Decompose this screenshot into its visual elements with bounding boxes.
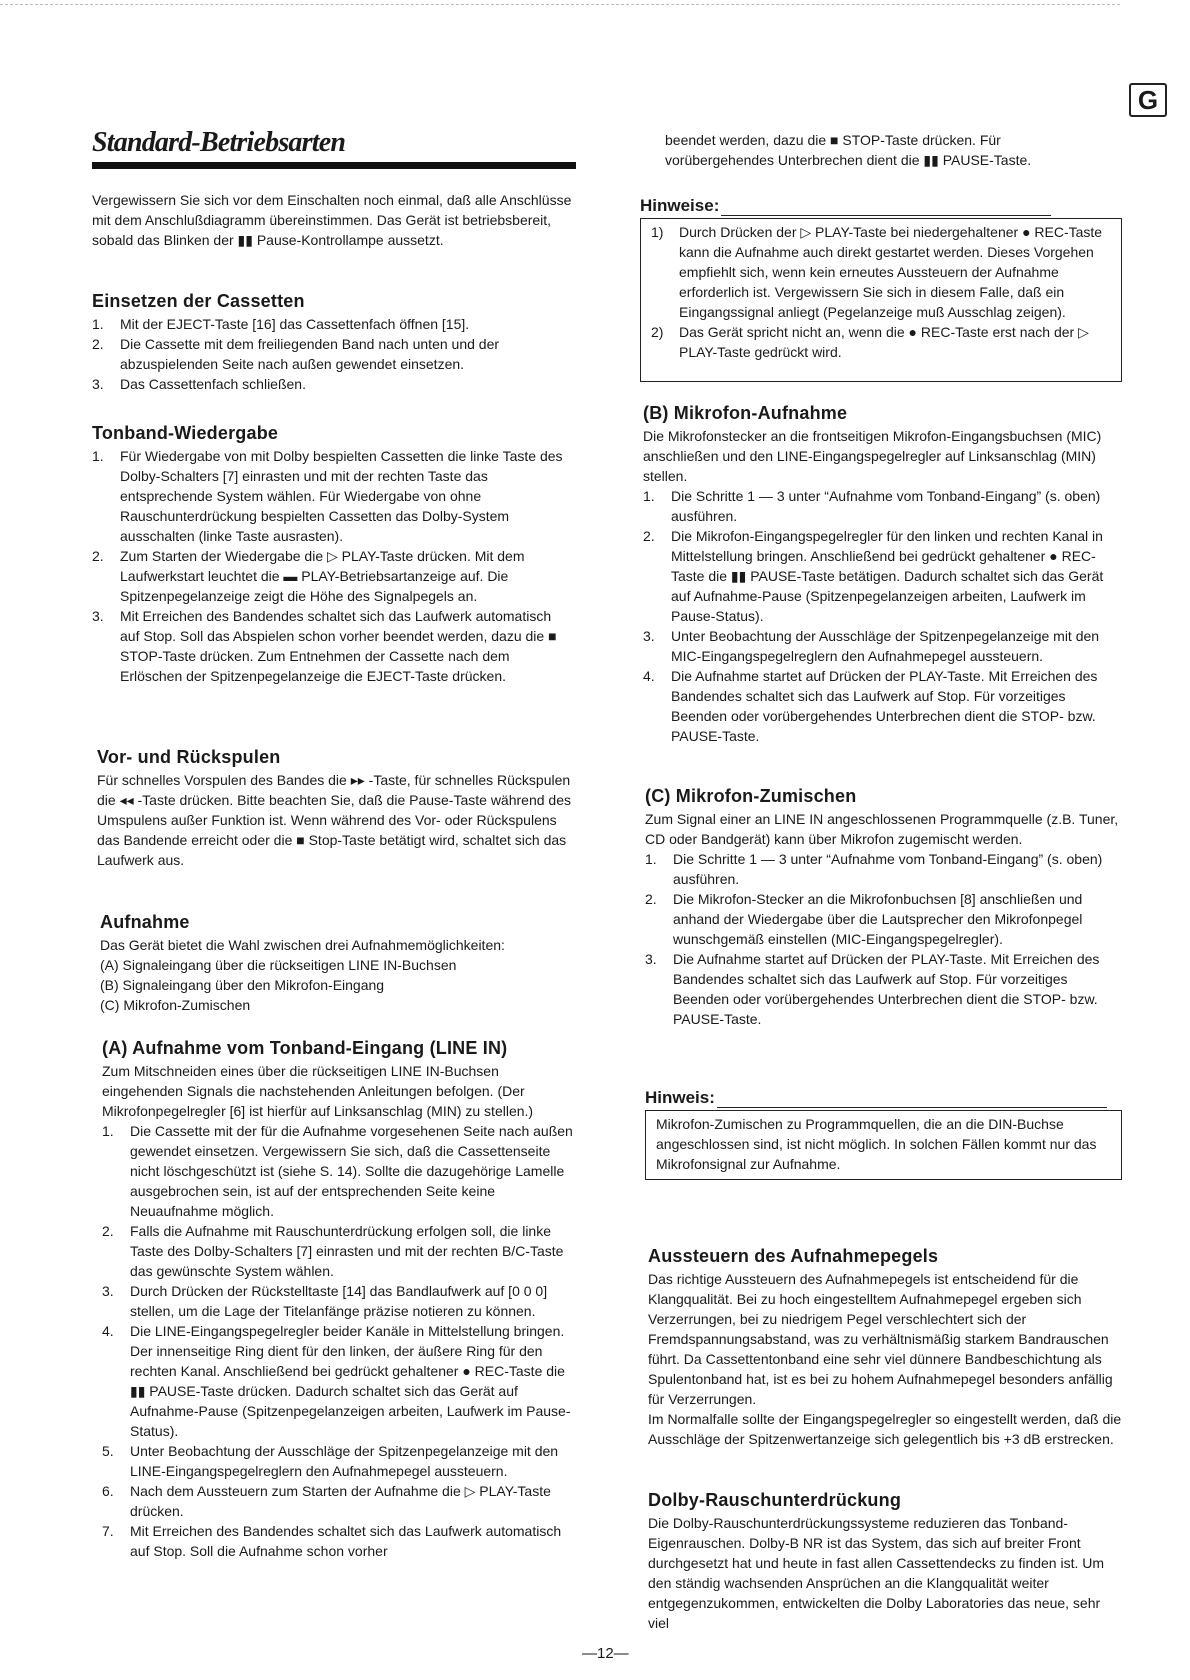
continuation-text xyxy=(665,130,1110,170)
item-text: Falls die Aufnahme mit Rauschunterdrückung erfolgen soll, die linke Taste des Dolby-Schalters [7] einrasten und mit der rechten B/C-Taste das gewünschte System wählen. xyxy=(130,1223,564,1279)
item-text: Durch Drücken der ▷ PLAY-Taste bei niedergehaltener ● REC-Taste kann die Aufnahme auch direkt gestartet werden. Dieses Vorgehen empfiehlt sich, wenn kein erneutes Aussteuern der Aufnahme erforderlich ist. Vergewissern Sie sich in diesem Falle, daß ein Eingangssignal anliegt (Pegelanzeige muß Ausschlag zeigen). xyxy=(679,224,1103,320)
item-text: Die Aufnahme startet auf Drücken der PLAY-Taste. Mit Erreichen des Bandendes schaltet sich das Laufwerk auf Stop. Für vorzeitiges Beenden oder vorübergehendes Unterbrechen dient die STOP- bzw. PAUSE-Taste. xyxy=(673,951,1100,1027)
mic-rec-heading: (B) Mikrofon-Aufnahme xyxy=(643,403,848,423)
dolby-heading: Dolby-Rauschunterdrückung xyxy=(648,1490,902,1510)
item-text: Unter Beobachtung der Ausschläge der Spitzenpegelanzeige mit den LINE-Eingangspegelreglern den Aufnahmepegel aussteuern. xyxy=(130,1443,559,1479)
hinweis-text: Mikrofon-Zumischen zu Programmquellen, die an die DIN-Buchse angeschlossen sind, ist nicht möglich. In solchen Fällen kommt nur das Mikrofonsignal zur Aufnahme. xyxy=(656,1116,1097,1172)
list-item xyxy=(102,1321,578,1441)
list-item xyxy=(102,1521,578,1561)
line-in-text: Zum Mitschneiden eines über die rückseitigen LINE IN-Buchsen eingehenden Signals die nachstehenden Anleitungen befolgen. (Der Mikrofonpegelregler [6] ist hierfür auf Linksanschlag (MIN) zu stellen.) xyxy=(102,1063,534,1119)
item-number: 6. xyxy=(102,1483,114,1499)
item-number: 2. xyxy=(645,891,657,907)
item-number: 3. xyxy=(645,951,657,967)
item-number: 3. xyxy=(92,608,104,624)
item-number: 2) xyxy=(651,324,664,340)
list-item xyxy=(92,314,572,334)
item-number: 2. xyxy=(643,528,655,544)
list-item xyxy=(92,606,572,686)
item-number: 5. xyxy=(102,1443,114,1459)
list-item xyxy=(92,446,572,546)
item-text: Das Gerät spricht nicht an, wenn die ● REC-Taste erst nach der ▷ PLAY-Taste gedrückt wird. xyxy=(679,324,1089,360)
item-number: 2. xyxy=(102,1223,114,1239)
list-item xyxy=(102,1121,578,1221)
list-item xyxy=(92,546,572,606)
item-number: 7. xyxy=(102,1523,114,1539)
dolby-section xyxy=(648,1490,1122,1633)
item-text: Die LINE-Eingangspegelregler beider Kanäle in Mittelstellung bringen. Der innenseitige Ring dient für den linken, der äußere Ring für den rechten Kanal. Anschließend bei gedrückt gehaltener ● REC-Taste die ▮▮ PAUSE-Taste drücken. Dadurch schaltet sich das Gerät auf Aufnahme-Pause (Spitzenpegelanzeigen arbeiten, Laufwerk im Pause-Status). xyxy=(130,1323,571,1439)
mic-rec-section xyxy=(643,403,1120,746)
list-item xyxy=(102,1281,578,1321)
item-text: Mit Erreichen des Bandendes schaltet sich das Laufwerk automatisch auf Stop. Soll das Abspielen schon vorher beendet werden, dazu die ■ STOP-Taste drücken. Zum Entnehmen der Cassette nach dem Erlöschen der Spitzenpegelanzeige die EJECT-Taste drücken. xyxy=(120,608,557,684)
item-text: Mit der EJECT-Taste [16] das Cassettenfach öffnen [15]. xyxy=(120,316,470,332)
cassette-heading: Einsetzen der Cassetten xyxy=(92,291,305,311)
recording-section xyxy=(100,912,576,1015)
item-number: 1. xyxy=(643,488,655,504)
continued-paragraph: beendet werden, dazu die ■ STOP-Taste drücken. Für vorübergehendes Unterbrechen dient die ▮▮ PAUSE-Taste. xyxy=(665,132,1032,168)
item-text: Die Schritte 1 — 3 unter “Aufnahme vom Tonband-Eingang” (s. oben) ausführen. xyxy=(673,851,1103,887)
list-item xyxy=(92,374,572,394)
heading-rule xyxy=(717,1107,1107,1108)
item-number: 1. xyxy=(645,851,657,867)
list-item xyxy=(102,1441,578,1481)
item-number: 3. xyxy=(643,628,655,644)
item-text: Die Mikrofon-Stecker an die Mikrofonbuchsen [8] anschließen und anhand der Wiedergabe über die Lautsprecher den Mikrofonpegel wunschgemäß einstellen (MIC-Eingangspegelregler). xyxy=(673,891,1083,947)
page-number: —12— xyxy=(582,1645,629,1662)
language-tab: G xyxy=(1129,83,1167,117)
levels-section xyxy=(648,1246,1122,1449)
hinweise-heading xyxy=(640,196,1051,216)
intro-section xyxy=(92,190,572,250)
playback-section xyxy=(92,423,572,686)
cassette-section xyxy=(92,291,572,394)
levels-text: Das richtige Aussteuern des Aufnahmepegels ist entscheidend für die Klangqualität. Bei zu hoch eingestelltem Aufnahmepegel ergeben sich Verzerrungen, bei zu niedrigem Pegel verschlechtert sich der Fremdspannungsabstand, was zu verhältnismäßig starkem Bandrauschen führt. Da Cassettentonband eine sehr viel dünnere Bandbeschichtung als Spulentonband hat, ist es bei zu hohem Aufnahmepegel besonders anfällig für Verzerrungen. xyxy=(648,1271,1113,1407)
mic-mix-text: Zum Signal einer an LINE IN angeschlossenen Programmquelle (z.B. Tuner, CD oder Bandgerät) kann über Mikrofon zugemischt werden. xyxy=(645,811,1119,847)
intro-text: Vergewissern Sie sich vor dem Einschalten noch einmal, daß alle Anschlüsse mit dem Anschlußdiagramm übereinstimmen. Das Gerät ist betriebsbereit, sobald das Blinken der ▮▮ Pause-Kontrollampe aussetzt. xyxy=(92,192,572,248)
list-item xyxy=(643,526,1120,626)
item-text: Die Cassette mit der für die Aufnahme vorgesehenen Seite nach außen gewendet einsetzen. Vergewissern Sie sich, daß die Cassettenseite nicht löschgeschützt ist (siehe S. 14). Sollte die dazugehörige Lamelle ausgebrochen sein, ist auf der entsprechenden Seite keine Neuaufnahme möglich. xyxy=(130,1123,573,1219)
item-text: Nach dem Aussteuern zum Starten der Aufnahme die ▷ PLAY-Taste drücken. xyxy=(130,1483,551,1519)
list-item xyxy=(92,334,572,374)
list-item xyxy=(651,322,1113,362)
item-text: Die Schritte 1 — 3 unter “Aufnahme vom Tonband-Eingang” (s. oben) ausführen. xyxy=(671,488,1101,524)
item-text: Die Cassette mit dem freiliegenden Band nach unten und der abzuspielenden Seite nach außen gewendet einsetzen. xyxy=(120,336,500,372)
list-item: (B) Signaleingang über den Mikrofon-Eingang xyxy=(100,977,385,993)
dolby-text: Die Dolby-Rauschunterdrückungssysteme reduzieren das Tonband-Eigenrauschen. Dolby-B NR ist das System, das sich auf breiter Front durchgesetzt hat und heute in fast allen Cassettendecks zu finden ist. Um den ständig wachsenden Ansprüchen an die Klangqualität weiter entgegenzukommen, entwickelten die Dolby Laboratories das neue, sehr viel xyxy=(648,1515,1105,1631)
hinweis-box xyxy=(645,1110,1122,1180)
levels-heading: Aussteuern des Aufnahmepegels xyxy=(648,1246,939,1266)
item-text: Mit Erreichen des Bandendes schaltet sich das Laufwerk automatisch auf Stop. Soll die Aufnahme schon vorher xyxy=(130,1523,562,1559)
list-item xyxy=(643,626,1120,666)
item-number: 3. xyxy=(102,1283,114,1299)
item-text: Das Cassettenfach schließen. xyxy=(120,376,306,392)
list-item xyxy=(645,949,1120,1029)
hinweis-heading xyxy=(645,1088,1107,1108)
item-number: 4. xyxy=(102,1323,114,1339)
list-item xyxy=(643,666,1120,746)
title-underline xyxy=(92,162,576,169)
list-item: (C) Mikrofon-Zumischen xyxy=(100,997,251,1013)
mic-mix-heading: (C) Mikrofon-Zumischen xyxy=(645,786,857,806)
page-title: Standard-Betriebsarten xyxy=(92,127,346,158)
scan-edge-line xyxy=(0,4,1120,6)
item-text: Die Aufnahme startet auf Drücken der PLAY-Taste. Mit Erreichen des Bandendes schaltet sich das Laufwerk auf Stop. Für vorzeitiges Beenden oder vorübergehendes Unterbrechen dient die STOP- bzw. PAUSE-Taste. xyxy=(671,668,1098,744)
item-number: 2. xyxy=(92,548,104,564)
mic-mix-section xyxy=(645,786,1120,1029)
item-text: Für Wiedergabe von mit Dolby bespielten Cassetten die linke Taste des Dolby-Schalters [7] einrasten und mit der rechten Taste das entsprechende System wählen. Für Wiedergabe von ohne Rauschunterdrückung bespielten Cassetten das Dolby-System ausschalten (linke Taste ausrasten). xyxy=(120,448,563,544)
hinweise-title: Hinweise: xyxy=(640,196,720,215)
wind-heading: Vor- und Rückspulen xyxy=(97,747,281,767)
item-text: Zum Starten der Wiedergabe die ▷ PLAY-Taste drücken. Mit dem Laufwerkstart leuchtet die ▬ PLAY-Betriebsartanzeige auf. Die Spitzenpegelanzeige zeigt die Höhe des Signalpegels an. xyxy=(120,548,525,604)
item-text: Die Mikrofon-Eingangspegelregler für den linken und rechten Kanal in Mittelstellung bringen. Anschließend bei gedrückt gehaltener ● REC-Taste die ▮▮ PAUSE-Taste betätigen. Dadurch schaltet sich das Gerät auf Aufnahme-Pause (Spitzenpegelanzeigen arbeiten, Laufwerk im Pause-Status). xyxy=(671,528,1104,624)
heading-rule xyxy=(721,215,1051,216)
list-item xyxy=(102,1221,578,1281)
hinweis-title: Hinweis: xyxy=(645,1088,715,1107)
item-number: 1. xyxy=(92,316,104,332)
line-in-section xyxy=(102,1038,578,1561)
wind-text: Für schnelles Vorspulen des Bandes die ▸▸ -Taste, für schnelles Rückspulen die ◂◂ -Taste drücken. Bitte beachten Sie, daß die Pause-Taste während des Umspulens außer Funktion ist. Wenn während des Vor- oder Rückspulens das Bandende erreicht oder die ■ Stop-Taste betätigt wird, schaltet sich das Laufwerk aus. xyxy=(97,772,571,868)
item-number: 2. xyxy=(92,336,104,352)
recording-heading: Aufnahme xyxy=(100,912,190,932)
item-number: 1) xyxy=(651,224,664,240)
hinweise-box xyxy=(640,218,1122,382)
list-item xyxy=(643,486,1120,526)
item-text: Unter Beobachtung der Ausschläge der Spitzenpegelanzeige mit den MIC-Eingangspegelreglern den Aufnahmepegel aussteuern. xyxy=(671,628,1100,664)
list-item xyxy=(102,1481,578,1521)
item-number: 3. xyxy=(92,376,104,392)
levels-text-2: Im Normalfalle sollte der Eingangspegelregler so eingestellt werden, daß die Ausschläge der Spitzenwertanzeige sich gelegentlich bis +3 dB erstrecken. xyxy=(648,1411,1122,1447)
item-number: 4. xyxy=(643,668,655,684)
playback-heading: Tonband-Wiedergabe xyxy=(92,423,279,443)
item-text: Durch Drücken der Rückstelltaste [14] das Bandlaufwerk auf [0 0 0] stellen, um die Lage der Titelanfänge präzise notieren zu können. xyxy=(130,1283,548,1319)
list-item: (A) Signaleingang über die rückseitigen LINE IN-Buchsen xyxy=(100,957,457,973)
list-item xyxy=(645,849,1120,889)
wind-section xyxy=(97,747,575,870)
list-item xyxy=(645,889,1120,949)
item-number: 1. xyxy=(92,448,104,464)
item-number: 1. xyxy=(102,1123,114,1139)
mic-rec-text: Die Mikrofonstecker an die frontseitigen Mikrofon-Eingangsbuchsen (MIC) anschließen und den LINE-Eingangspegelregler auf Linksanschlag (MIN) stellen. xyxy=(643,428,1102,484)
list-item xyxy=(651,222,1113,322)
recording-text: Das Gerät bietet die Wahl zwischen drei Aufnahmemöglichkeiten: xyxy=(100,937,505,953)
line-in-heading: (A) Aufnahme vom Tonband-Eingang (LINE IN) xyxy=(102,1038,508,1058)
